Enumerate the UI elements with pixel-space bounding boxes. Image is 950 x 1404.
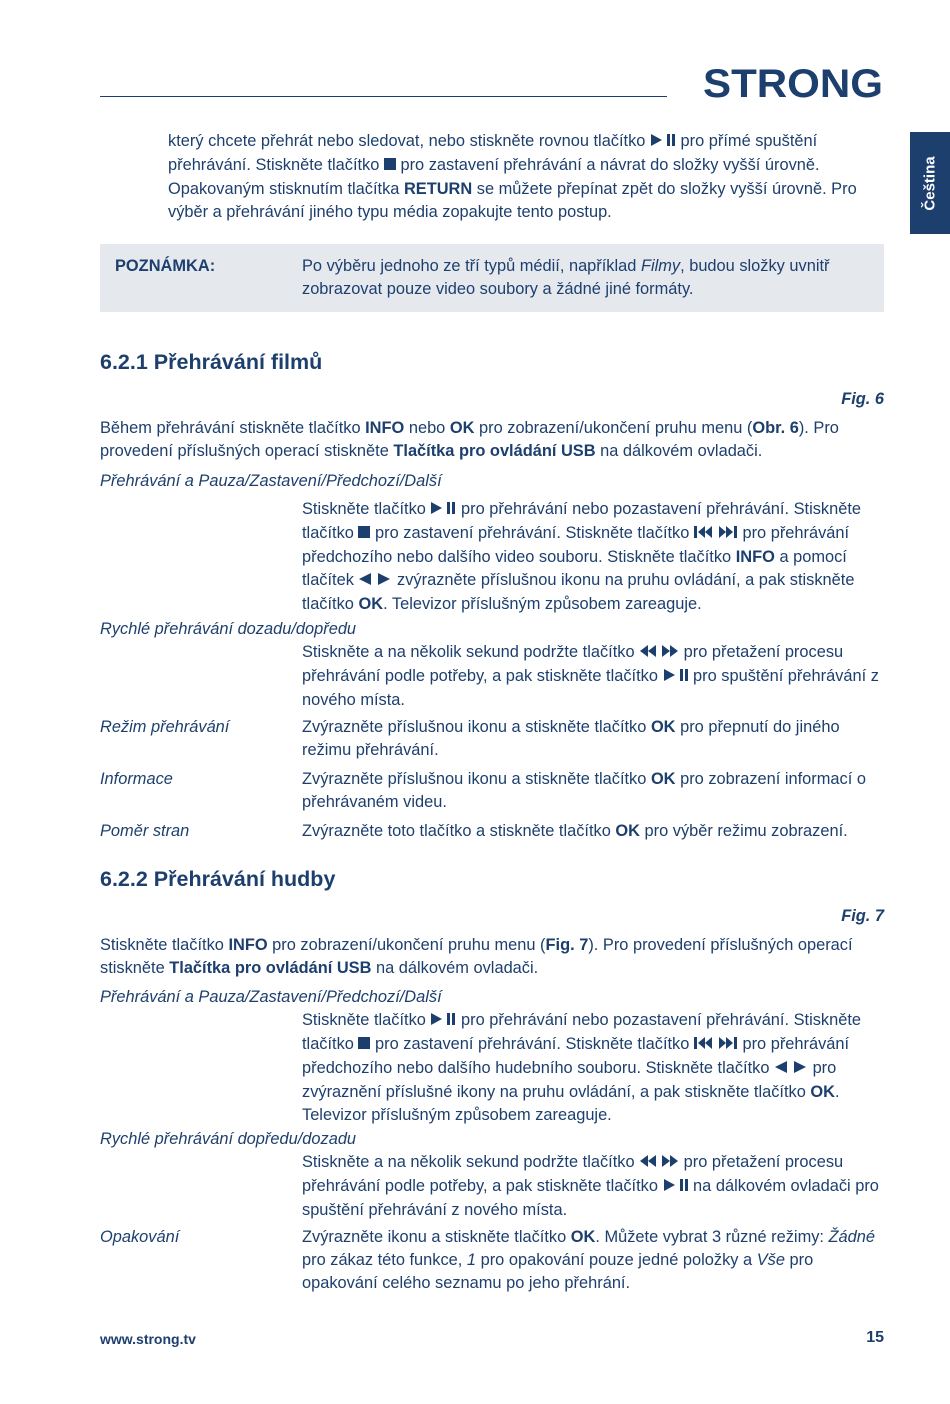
movies-info-desc: Zvýrazněte příslušnou ikonu a stiskněte tlačítko OK pro zobrazení informací o přehrávaném videu. — [302, 770, 866, 811]
prev-next-icon — [694, 1034, 738, 1057]
fig-label-6: Fig. 6 — [841, 390, 884, 408]
music-repeat-desc: Zvýrazněte ikonu a stiskněte tlačítko OK. Můžete vybrat 3 různé režimy: Žádné pro zákaz této funkce, 1 pro opakování pouze jedné položky a Vše pro opakování celého seznamu po jeho přehrání. — [302, 1228, 876, 1292]
play-pause-icon — [430, 499, 456, 522]
movies-mode-label: Režim přehrávání — [100, 718, 230, 736]
svg-text:STRONG: STRONG — [703, 62, 883, 102]
intro-paragraph: který chcete přehrát nebo sledovat, nebo stiskněte rovnou tlačítko pro přímé spuštění přehrávání. Stiskněte tlačítko pro zastavení přehrávání a návrat do složky vyšší úrovně. Opakovaným stisknutím tlačítka RETURN se můžete přepínat zpět do složky vyšší úrovně. Pro výběr a přehrávání jiného typu média zopakujte tento postup. — [168, 132, 857, 221]
note-text: Po výběru jednoho ze tří typů médií, například Filmy, budou složky uvnitř zobrazovat pouze video soubory a žádné jiné formáty. — [302, 257, 830, 298]
music-play-label: Přehrávání a Pauza/Zastavení/Předchozí/Další — [100, 988, 442, 1006]
rewind-forward-icon — [639, 642, 679, 665]
section-heading-music: 6.2.2 Přehrávání hudby — [100, 867, 336, 891]
music-repeat-label: Opakování — [100, 1228, 180, 1246]
play-pause-icon — [663, 666, 689, 689]
header-rule — [100, 96, 667, 97]
play-pause-icon — [650, 131, 676, 154]
movies-ratio-label: Poměr stran — [100, 822, 190, 840]
music-fast-label: Rychlé přehrávání dopředu/dozadu — [100, 1130, 357, 1148]
music-intro: Stiskněte tlačítko INFO pro zobrazení/ukončení pruhu menu (Fig. 7). Pro provedení příslušných operací stiskněte Tlačítka pro ovládání USB na dálkovém ovladači. — [100, 936, 853, 977]
language-tab — [910, 132, 950, 234]
movies-mode-desc: Zvýrazněte příslušnou ikonu a stiskněte tlačítko OK pro přepnutí do jiného režimu přehrávání. — [302, 718, 840, 759]
play-pause-icon — [430, 1010, 456, 1033]
note-label: POZNÁMKA: — [115, 257, 216, 275]
page-number: 15 — [866, 1329, 884, 1346]
footer-url[interactable]: www.strong.tv — [100, 1331, 196, 1347]
movies-fast-label: Rychlé přehrávání dozadu/dopředu — [100, 620, 357, 638]
strong-logo — [703, 62, 885, 102]
section-heading-movies: 6.2.1 Přehrávání filmů — [100, 350, 323, 374]
movies-play-label: Přehrávání a Pauza/Zastavení/Předchozí/Další — [100, 472, 442, 490]
left-right-arrows-icon — [774, 1058, 808, 1081]
prev-next-icon — [694, 523, 738, 546]
stop-icon — [358, 523, 370, 546]
stop-icon — [358, 1034, 370, 1057]
movies-intro: Během přehrávání stiskněte tlačítko INFO nebo OK pro zobrazení/ukončení pruhu menu (Obr. 6). Pro provedení příslušných operací stiskněte Tlačítka pro ovládání USB na dálkovém ovladači. — [100, 419, 839, 460]
rewind-forward-icon — [639, 1152, 679, 1175]
movies-info-label: Informace — [100, 770, 173, 788]
movies-play-desc: Stiskněte tlačítko pro přehrávání nebo pozastavení přehrávání. Stiskněte tlačítko pro zastavení přehrávání. Stiskněte tlačítko pro přehrávání předchozího nebo dalšího video souboru. Stiskněte tlačítko INFO a pomocí tlačítek zvýrazněte příslušnou ikonu na pruhu ovládání, a pak stiskněte tlačítko OK. Televizor příslušným způsobem zareaguje. — [302, 500, 862, 613]
left-right-arrows-icon — [358, 570, 392, 593]
fig-label-7: Fig. 7 — [841, 907, 884, 925]
language-tab-label: Čeština — [921, 155, 939, 211]
stop-icon — [384, 155, 396, 178]
movies-ratio-desc: Zvýrazněte toto tlačítko a stiskněte tlačítko OK pro výběr režimu zobrazení. — [302, 822, 848, 840]
movies-fast-desc: Stiskněte a na několik sekund podržte tlačítko pro přetažení procesu přehrávání podle potřeby, a pak stiskněte tlačítko pro spuštění přehrávání z nového místa. — [302, 643, 879, 709]
music-fast-desc: Stiskněte a na několik sekund podržte tlačítko pro přetažení procesu přehrávání podle potřeby, a pak stiskněte tlačítko na dálkovém ovladači pro spuštění přehrávání z nového místa. — [302, 1153, 879, 1219]
play-pause-icon — [663, 1176, 689, 1199]
note-box — [100, 244, 884, 312]
music-play-desc: Stiskněte tlačítko pro přehrávání nebo pozastavení přehrávání. Stiskněte tlačítko pro zastavení přehrávání. Stiskněte tlačítko pro přehrávání předchozího nebo dalšího hudebního souboru. Stiskněte tlačítko pro zvýraznění příslušné ikony na pruhu ovládání, a pak stiskněte tlačítko OK. Televizor příslušným způsobem zareaguje. — [302, 1011, 862, 1124]
